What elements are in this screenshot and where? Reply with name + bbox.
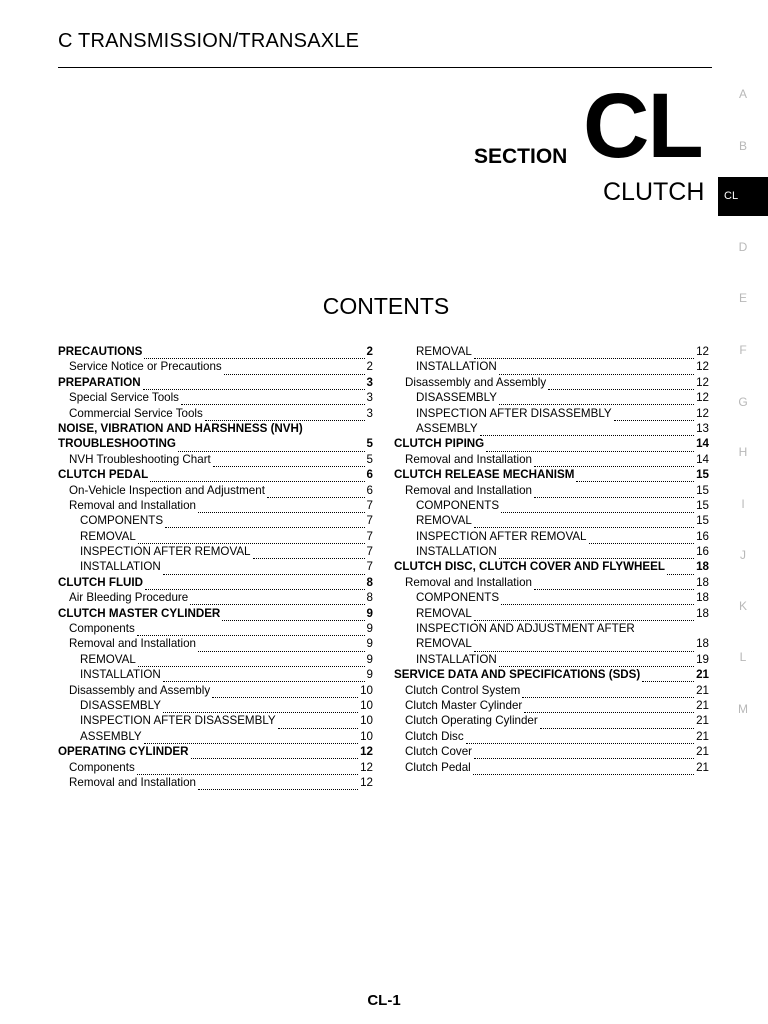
- toc-leader-dots: [137, 764, 358, 775]
- index-tab-l: L: [739, 650, 747, 664]
- toc-entry: [58, 652, 373, 667]
- toc-entry: [394, 390, 709, 405]
- toc-entry: [58, 683, 373, 698]
- toc-entry-page: 8: [366, 575, 373, 589]
- toc-entry-label: Clutch Control System: [405, 683, 521, 697]
- toc-entry-label: DISASSEMBLY: [80, 698, 161, 712]
- toc-leader-dots: [198, 641, 365, 652]
- toc-entry-page: 10: [360, 698, 373, 712]
- toc-entry-page: 21: [696, 668, 709, 682]
- toc-entry-page: 9: [366, 622, 373, 636]
- toc-entry-label: Removal and Installation: [69, 637, 196, 651]
- toc-entry-label: CLUTCH PEDAL: [58, 468, 149, 482]
- toc-entry: [58, 483, 373, 498]
- toc-entry: [394, 498, 709, 513]
- toc-leader-dots: [163, 564, 365, 575]
- toc-entry: [58, 406, 373, 421]
- toc-entry: [394, 436, 709, 451]
- index-tab-cl: CL: [718, 177, 768, 216]
- toc-entry-label: REMOVAL: [416, 514, 472, 528]
- toc-leader-dots: [145, 579, 365, 590]
- toc-entry: [394, 513, 709, 528]
- toc-entry-label: REMOVAL: [416, 637, 472, 651]
- toc-entry: [394, 529, 709, 544]
- contents-title: CONTENTS: [322, 293, 450, 319]
- toc-entry: [58, 436, 373, 451]
- toc-leader-dots: [499, 656, 694, 667]
- toc-entry-page: 18: [696, 606, 709, 620]
- toc-entry-page: 12: [696, 360, 709, 374]
- toc-entry: [58, 390, 373, 405]
- toc-entry: [58, 744, 373, 759]
- toc-entry-label: REMOVAL: [80, 652, 136, 666]
- toc-entry-label: INSPECTION AFTER DISASSEMBLY: [80, 714, 276, 728]
- toc-entry-page: 9: [366, 652, 373, 666]
- toc-entry-label: CLUTCH FLUID: [58, 575, 144, 589]
- toc-entry-page: 21: [696, 714, 709, 728]
- toc-entry-label: PRECAUTIONS: [58, 345, 143, 358]
- toc-entry: [58, 760, 373, 775]
- index-tab-d: D: [738, 240, 748, 254]
- toc-entry-label: CLUTCH MASTER CYLINDER: [58, 606, 221, 620]
- toc-entry-label: INSTALLATION: [416, 360, 497, 374]
- toc-leader-dots: [589, 533, 695, 544]
- index-tab-e: E: [738, 291, 747, 305]
- toc-entry: [58, 775, 373, 790]
- toc-entry: [394, 406, 709, 421]
- toc-leader-dots: [163, 702, 358, 713]
- toc-entry-label: Disassembly and Assembly: [405, 375, 547, 389]
- toc-leader-dots: [466, 733, 694, 744]
- toc-leader-dots: [190, 594, 364, 605]
- toc-entry-label: Components: [69, 622, 135, 636]
- toc-entry-label: Removal and Installation: [405, 452, 532, 466]
- toc-entry-page: 12: [696, 391, 709, 405]
- toc-entry: [394, 667, 709, 682]
- toc-entry: [58, 698, 373, 713]
- toc-entry: [58, 544, 373, 559]
- toc-entry: [58, 421, 373, 436]
- toc-entry-label: COMPONENTS: [80, 514, 164, 528]
- toc-entry: [394, 359, 709, 374]
- toc-entry: [58, 713, 373, 728]
- toc-entry-page: 12: [360, 760, 373, 774]
- toc-right-column: [394, 344, 709, 775]
- toc-entry-label: DISASSEMBLY: [416, 391, 497, 405]
- toc-entry-page: 12: [696, 406, 709, 420]
- toc-entry-page: 13: [696, 421, 709, 435]
- toc-entry: [58, 590, 373, 605]
- toc-leader-dots: [181, 394, 365, 405]
- toc-entry-page: 12: [696, 345, 709, 358]
- toc-entry-page: 21: [696, 698, 709, 712]
- toc-entry-page: 14: [696, 437, 709, 451]
- toc-entry-label: PREPARATION: [58, 375, 141, 389]
- toc-entry-page: 5: [366, 452, 373, 466]
- index-tab-a: A: [738, 87, 747, 101]
- toc-entry: [58, 606, 373, 621]
- toc-entry-page: 6: [366, 483, 373, 497]
- toc-entry-label: INSTALLATION: [80, 560, 161, 574]
- toc-entry-label: INSTALLATION: [416, 545, 497, 559]
- toc-leader-dots: [534, 487, 694, 498]
- toc-entry: [394, 467, 709, 482]
- toc-leader-dots: [205, 410, 365, 421]
- index-tab-h: H: [738, 445, 748, 459]
- toc-entry-page: 8: [366, 591, 373, 605]
- toc-entry: [58, 467, 373, 482]
- toc-leader-dots: [198, 502, 365, 513]
- toc-leader-dots: [212, 687, 358, 698]
- toc-entry-page: 12: [360, 745, 373, 759]
- toc-entry-page: 7: [366, 529, 373, 543]
- toc-entry: [58, 359, 373, 374]
- toc-entry: [394, 344, 709, 359]
- toc-entry-label: Clutch Master Cylinder: [405, 698, 523, 712]
- toc-entry-label: REMOVAL: [416, 606, 472, 620]
- toc-entry-page: 19: [696, 652, 709, 666]
- toc-leader-dots: [474, 348, 694, 359]
- toc-entry-page: 7: [366, 514, 373, 528]
- toc-leader-dots: [138, 656, 365, 667]
- toc-leader-dots: [137, 625, 365, 636]
- toc-entry-page: 21: [696, 760, 709, 774]
- toc-leader-dots: [540, 718, 694, 729]
- toc-entry-page: 9: [366, 637, 373, 651]
- index-tab-f: F: [739, 343, 747, 357]
- toc-leader-dots: [143, 379, 365, 390]
- toc-leader-dots: [522, 687, 694, 698]
- toc-leader-dots: [642, 671, 694, 682]
- toc-leader-dots: [499, 548, 694, 559]
- toc-leader-dots: [144, 733, 358, 744]
- toc-entry-page: 18: [696, 560, 709, 574]
- toc-entry-page: 18: [696, 637, 709, 651]
- toc-entry-page: 3: [366, 391, 373, 405]
- toc-leader-dots: [165, 517, 364, 528]
- toc-entry-page: 6: [366, 468, 373, 482]
- toc-entry-label: Components: [69, 760, 135, 774]
- toc-entry-label: INSPECTION AND ADJUSTMENT AFTER: [416, 622, 635, 636]
- toc-entry-label: Clutch Disc: [405, 729, 464, 743]
- toc-entry: [58, 498, 373, 513]
- toc-entry-label: OPERATING CYLINDER: [58, 745, 189, 759]
- toc-leader-dots: [480, 425, 694, 436]
- toc-leader-dots: [267, 487, 365, 498]
- toc-entry-page: 7: [366, 498, 373, 512]
- toc-leader-dots: [474, 610, 694, 621]
- toc-entry: [58, 575, 373, 590]
- toc-entry-label: Air Bleeding Procedure: [69, 591, 189, 605]
- toc-leader-dots: [501, 502, 694, 513]
- toc-entry-page: 15: [696, 498, 709, 512]
- toc-leader-dots: [534, 579, 694, 590]
- toc-entry-page: 5: [366, 437, 373, 451]
- toc-leader-dots: [474, 748, 694, 759]
- toc-entry: [394, 760, 709, 775]
- toc-entry-label: ASSEMBLY: [416, 421, 478, 435]
- toc-leader-dots: [534, 456, 694, 467]
- toc-entry: [394, 683, 709, 698]
- toc-entry: [394, 713, 709, 728]
- toc-leader-dots: [473, 764, 694, 775]
- index-tab-j: J: [740, 548, 746, 562]
- toc-entry-label: Special Service Tools: [69, 391, 179, 405]
- toc-entry: [58, 375, 373, 390]
- toc-leader-dots: [474, 517, 694, 528]
- toc-entry: [394, 698, 709, 713]
- toc-entry-page: 7: [366, 545, 373, 559]
- toc-leader-dots: [163, 671, 365, 682]
- toc-entry-page: 14: [696, 452, 709, 466]
- index-tab-b: B: [738, 139, 747, 153]
- toc-entry-page: 15: [696, 468, 709, 482]
- toc-entry-label: COMPONENTS: [416, 591, 500, 605]
- toc-entry-page: 21: [696, 745, 709, 759]
- toc-entry-label: SERVICE DATA AND SPECIFICATIONS (SDS): [394, 668, 641, 682]
- index-tab-g: G: [738, 395, 748, 409]
- toc-entry: [394, 729, 709, 744]
- index-tab-k: K: [738, 599, 747, 613]
- toc-entry-label: CLUTCH DISC, CLUTCH COVER AND FLYWHEEL: [394, 560, 665, 574]
- toc-leader-dots: [253, 548, 365, 559]
- index-tab-i: I: [741, 497, 745, 511]
- toc-leader-dots: [278, 718, 358, 729]
- toc-entry-page: 18: [696, 591, 709, 605]
- toc-entry: [58, 529, 373, 544]
- toc-entry-label: INSPECTION AFTER REMOVAL: [416, 529, 587, 543]
- toc-entry-label: Removal and Installation: [405, 483, 532, 497]
- toc-entry-label: Removal and Installation: [405, 575, 532, 589]
- toc-entry: [394, 621, 709, 636]
- toc-entry-label: Clutch Cover: [405, 745, 473, 759]
- toc-entry-page: 16: [696, 545, 709, 559]
- toc-entry-page: 12: [360, 775, 373, 789]
- toc-entry-page: 15: [696, 514, 709, 528]
- toc-entry-label: TROUBLESHOOTING: [58, 437, 176, 451]
- toc-leader-dots: [499, 394, 694, 405]
- toc-entry-page: 2: [366, 360, 373, 374]
- toc-entry: [394, 375, 709, 390]
- toc-entry-label: REMOVAL: [416, 345, 472, 358]
- toc-entry-label: INSTALLATION: [80, 668, 161, 682]
- toc-entry-label: NVH Troubleshooting Chart: [69, 452, 211, 466]
- section-name: CLUTCH: [603, 178, 705, 206]
- toc-entry: [394, 544, 709, 559]
- toc-entry: [394, 452, 709, 467]
- toc-leader-dots: [198, 779, 358, 790]
- toc-leader-dots: [191, 748, 359, 759]
- toc-entry-page: 7: [366, 560, 373, 574]
- toc-entry-page: 18: [696, 575, 709, 589]
- toc-entry-label: Clutch Operating Cylinder: [405, 714, 538, 728]
- toc-entry-label: Commercial Service Tools: [69, 406, 203, 420]
- footer-page-number: CL-1: [367, 992, 401, 1009]
- toc-leader-dots: [222, 610, 364, 621]
- toc-entry-page: 10: [360, 714, 373, 728]
- section-word: SECTION: [474, 145, 568, 168]
- toc-leader-dots: [499, 364, 694, 375]
- toc-entry-page: 9: [366, 668, 373, 682]
- toc-entry-page: 21: [696, 729, 709, 743]
- toc-entry-label: On-Vehicle Inspection and Adjustment: [69, 483, 265, 497]
- toc-entry-label: Disassembly and Assembly: [69, 683, 211, 697]
- toc-entry: [58, 344, 373, 359]
- toc-leader-dots: [524, 702, 694, 713]
- toc-entry-label: CLUTCH PIPING: [394, 437, 485, 451]
- index-tab-m: M: [738, 702, 748, 716]
- toc-entry-label: COMPONENTS: [416, 498, 500, 512]
- toc-entry-label: Service Notice or Precautions: [69, 360, 222, 374]
- toc-leader-dots: [150, 471, 364, 482]
- toc-entry-page: 15: [696, 483, 709, 497]
- toc-entry: [58, 559, 373, 574]
- toc-entry-page: 16: [696, 529, 709, 543]
- toc-entry-label: REMOVAL: [80, 529, 136, 543]
- toc-leader-dots: [614, 410, 694, 421]
- toc-entry-label: Clutch Pedal: [405, 760, 471, 774]
- toc-entry-label: INSTALLATION: [416, 652, 497, 666]
- toc-entry-label: Removal and Installation: [69, 775, 196, 789]
- toc-entry-page: 2: [366, 345, 373, 358]
- toc-entry-page: 21: [696, 683, 709, 697]
- toc-leader-dots: [486, 441, 694, 452]
- toc-entry: [58, 729, 373, 744]
- toc-entry: [394, 575, 709, 590]
- toc-entry-page: 3: [366, 406, 373, 420]
- toc-entry: [394, 590, 709, 605]
- toc-entry-page: 10: [360, 729, 373, 743]
- toc-entry: [58, 513, 373, 528]
- toc-entry: [394, 606, 709, 621]
- toc-leader-dots: [474, 641, 694, 652]
- toc-leader-dots: [576, 471, 694, 482]
- toc-entry-page: 10: [360, 683, 373, 697]
- toc-entry: [58, 667, 373, 682]
- header-rule: [58, 67, 712, 68]
- toc-entry: [394, 744, 709, 759]
- toc-entry: [58, 621, 373, 636]
- toc-leader-dots: [667, 564, 694, 575]
- toc-leader-dots: [213, 456, 365, 467]
- toc-entry-label: INSPECTION AFTER DISASSEMBLY: [416, 406, 612, 420]
- toc-entry: [394, 636, 709, 651]
- toc-leader-dots: [178, 441, 365, 452]
- toc-leader-dots: [144, 348, 364, 359]
- toc-leader-dots: [138, 533, 365, 544]
- toc-entry: [394, 421, 709, 436]
- toc-entry: [58, 636, 373, 651]
- toc-entry: [394, 559, 709, 574]
- toc-leader-dots: [224, 364, 365, 375]
- toc-entry-label: Removal and Installation: [69, 498, 196, 512]
- header-title: C TRANSMISSION/TRANSAXLE: [58, 30, 360, 52]
- toc-entry: [394, 483, 709, 498]
- toc-entry-label: ASSEMBLY: [80, 729, 142, 743]
- toc-entry-label: NOISE, VIBRATION AND HARSHNESS (NVH): [58, 421, 303, 435]
- toc-leader-dots: [548, 379, 694, 390]
- section-code: CL: [583, 75, 702, 177]
- toc-entry-page: 9: [366, 606, 373, 620]
- toc-left-column: [58, 344, 373, 790]
- toc-entry-label: CLUTCH RELEASE MECHANISM: [394, 468, 575, 482]
- toc-leader-dots: [501, 594, 694, 605]
- toc-entry: [58, 452, 373, 467]
- toc-entry: [394, 652, 709, 667]
- toc-entry-page: 3: [366, 375, 373, 389]
- toc-entry-label: INSPECTION AFTER REMOVAL: [80, 545, 251, 559]
- toc-entry-page: 12: [696, 375, 709, 389]
